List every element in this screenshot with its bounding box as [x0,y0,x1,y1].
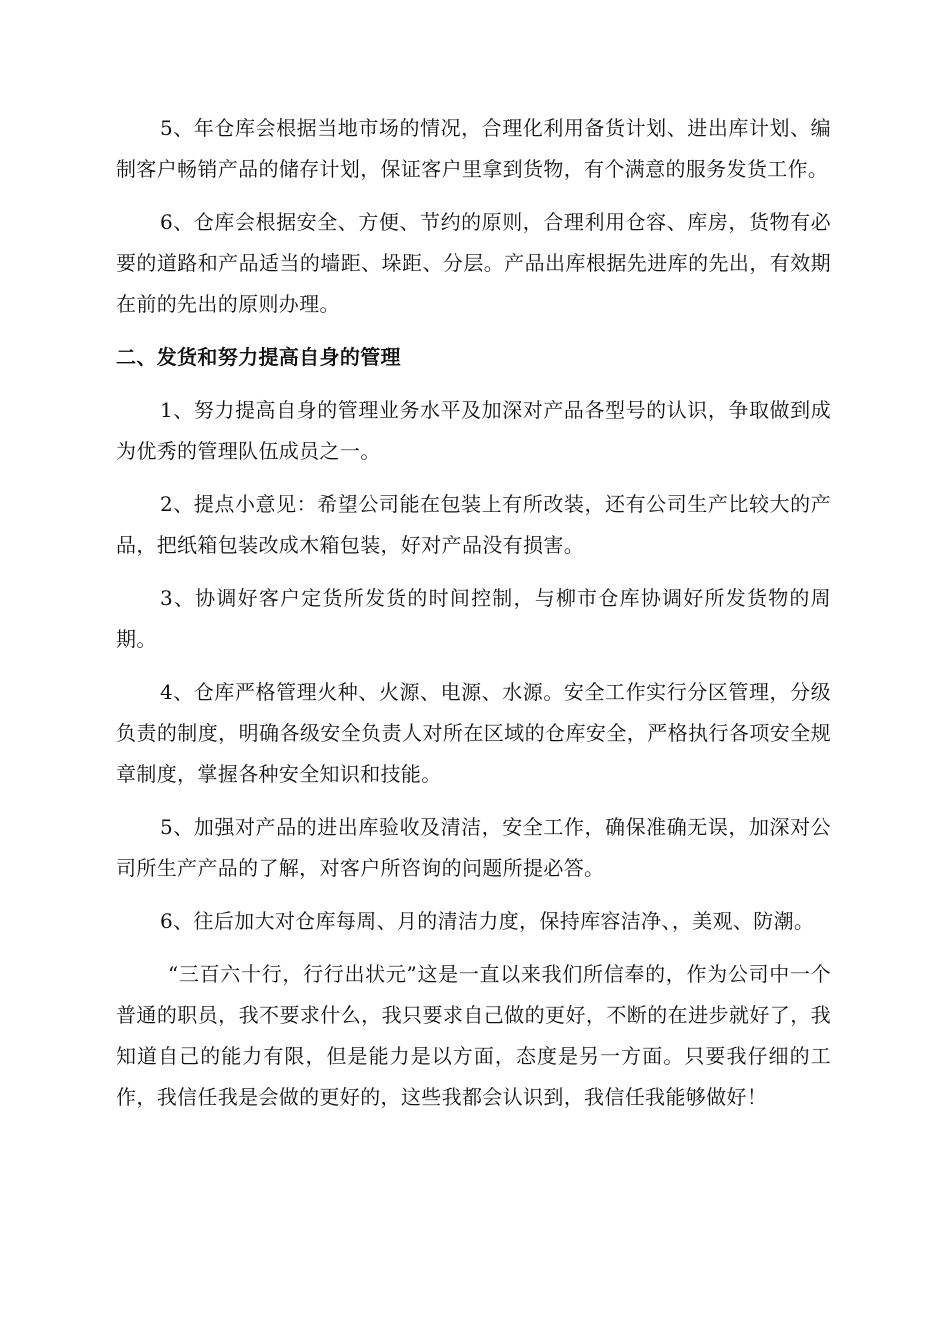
paragraph-warehouse-planning: 5、年仓库会根据当地市场的情况，合理化利用备货计划、进出库计划、编制客户畅销产品的储存计划，保证客户里拿到货物，有个满意的服务发货工作。 [116,116,831,181]
paragraph-closing: “三百六十行，行行出状元”这是一直以来我们所信奉的，作为公司中一个普通的职员，我不要求什么，我只要求自己做的更好，不断的在进步就好了，我知道自己的能力有限，但是能力是以方面，态度是另一方面。只要我仔细的工作，我信任我是会做的更好的，这些我都会认识到，我信任我能够做好！ [116,962,831,1109]
section-heading: 二、发货和努力提高自身的管理 [116,345,401,369]
document-body [116,108,831,1130]
paragraph-delivery-coordination: 3、协调好客户定货所发货的时间控制，与柳市仓库协调好所发货物的周期。 [116,586,831,651]
paragraph-cleaning-effort: 6、往后加大对仓库每周、月的清洁力度，保持库容洁净、，美观、防潮。 [160,909,815,933]
paragraph-fire-safety: 4、仓库严格管理火种、火源、电源、水源。安全工作实行分区管理，分级负责的制度，明确各级安全负责人对所在区域的仓库安全，严格执行各项安全规章制度，掌握各种安全知识和技能。 [116,680,831,786]
paragraph-inspection-cleaning: 5、加强对产品的进出库验收及清洁，安全工作，确保准确无误，加深对公司所生产产品的了解，对客户所咨询的问题所提必答。 [116,815,831,880]
paragraph-storage-principles: 6、仓库会根据安全、方便、节约的原则，合理利用仓容、库房，货物有必要的道路和产品适当的墙距、垛距、分层。产品出库根据先进库的先出，有效期在前的先出的原则办理。 [116,210,831,316]
paragraph-improve-management: 1、努力提高自身的管理业务水平及加深对产品各型号的认识，争取做到成为优秀的管理队伍成员之一。 [116,398,831,463]
paragraph-packaging-suggestion: 2、提点小意见：希望公司能在包装上有所改装，还有公司生产比较大的产品，把纸箱包装改成木箱包装，好对产品没有损害。 [116,492,831,557]
